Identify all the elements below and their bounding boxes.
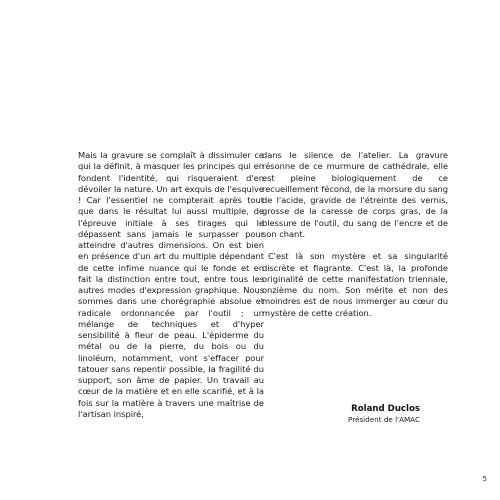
paragraph-right-1: dans le silence de l'atelier. La gravure résonne de ce murmure de cathédrale, elle est pleine biologiquement de ce recueillement fécond, de la morsure du sang de l'acide, gravide de l'étreinte des vernis, grosse de la caresse de corps gras, de la blessure de l'outil, du sang de l'encre et de son chant.	[262, 150, 448, 239]
signature-role: Président de l'AMAC	[348, 415, 420, 424]
signature-block	[348, 404, 420, 425]
page-number: 5	[482, 475, 487, 483]
text-column-right	[262, 150, 448, 319]
signature-name: Roland Duclos	[351, 404, 420, 414]
text-column-left	[78, 150, 264, 420]
paragraph-right-2: C'est là son mystère et sa singularité discrète et flagrante. C'est là, la profonde originalité de cette manifestation triennale, onzième du nom. Son mérite et non des moindres est de nous immerger au cœur du mystère de cette création.	[262, 251, 448, 318]
paragraph-left: Mais la gravure se complaît à dissimuler ce qui la définit, à masquer les principes qui en fondent l'identité, qui risqueraient d'en dévoiler la nature. Un art exquis de l'esquive ! Car l'essentiel ne compterait après tout que dans le résultat lui aussi multiple, de l'épreuve initiale à ses tirages qui le dépassent sans jamais le surpasser pour atteindre d'autres dimensions. On est bien en présence d'un art du multiple dépendant de cette infime nuance qui le fonde et en fait la distinction entre tout, entre tous les autres modes d'expression graphique. Nous sommes dans une chorégraphie absolue et radicale ordonnancée par l'outil ; un mélange de techniques et d'hyper sensibilité à fleur de peau. L'épiderme du métal ou de la pierre, du bois ou du linoléum, notamment, vont s'effacer pour tatouer sans repentir possible, la fragilité du support, son âme de papier. Un travail au cœur de la matière et en elle scarifié, et à la fois sur la matière à travers une maîtrise de l'artisan inspiré,	[78, 150, 264, 419]
